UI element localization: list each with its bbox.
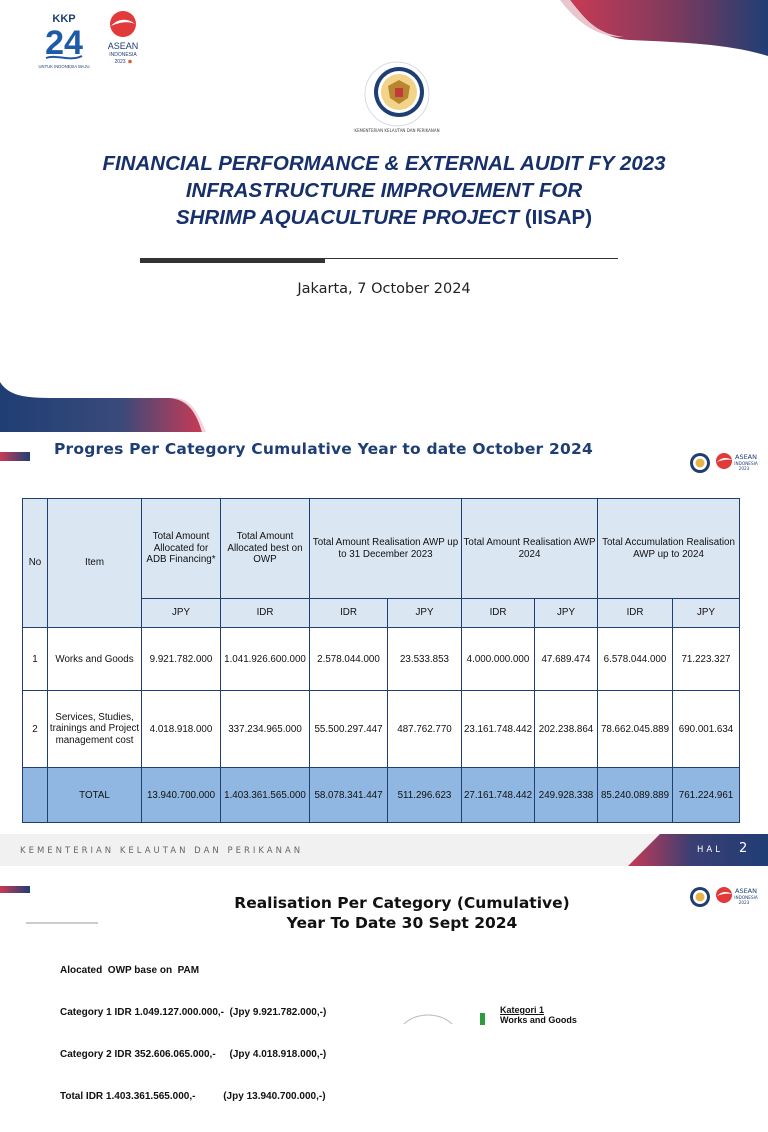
page-label: HAL	[697, 845, 723, 855]
row-item: Services, Studies, trainings and Project management cost	[48, 691, 142, 768]
total-value: 249.928.338	[535, 768, 598, 823]
svg-text:KEMENTERIAN KELAUTAN DAN PERIK: KEMENTERIAN KELAUTAN DAN PERIKANAN	[354, 128, 440, 133]
row-item: Works and Goods	[48, 628, 142, 691]
col-header-no: No	[23, 499, 48, 628]
title-divider-accent	[140, 259, 325, 263]
total-value: 27.161.748.442	[462, 768, 535, 823]
header-logos	[688, 884, 766, 910]
svg-text:2023: 2023	[738, 900, 750, 905]
svg-text:INDONESIA: INDONESIA	[734, 461, 758, 466]
title-slide	[0, 0, 768, 432]
row-number: 2	[23, 691, 48, 768]
slide-title	[200, 893, 604, 933]
progress-table	[22, 498, 740, 823]
title-line-3	[40, 204, 728, 231]
svg-text:INDONESIA: INDONESIA	[109, 52, 137, 58]
value-cell: 55.500.297.447	[310, 691, 388, 768]
col-header-adb: Total Amount Allocated for ADB Financing*	[142, 499, 221, 599]
total-spacer	[23, 768, 48, 823]
col-header-awp-2023: Total Amount Realisation AWP up to 31 December 2023	[310, 499, 462, 599]
col-header-owp: Total Amount Allocated best on OWP	[221, 499, 310, 599]
col-header-item: Item	[48, 499, 142, 628]
allocation-line: Alocated OWP base on PAM	[60, 965, 200, 976]
presentation-title	[40, 150, 728, 231]
table-header-row	[23, 499, 740, 599]
total-value: 761.224.961	[673, 768, 740, 823]
currency-cell: IDR	[598, 599, 673, 628]
svg-text:UNTUK INDONESIA MAJU: UNTUK INDONESIA MAJU	[38, 64, 90, 69]
currency-cell: JPY	[388, 599, 462, 628]
header-logos	[688, 450, 766, 476]
title-line-1: FINANCIAL PERFORMANCE & EXTERNAL AUDIT FY 2023	[102, 152, 666, 175]
table-row	[23, 691, 740, 768]
currency-cell: IDR	[462, 599, 535, 628]
title-accent-bar	[0, 886, 30, 893]
asean-indonesia-logo	[102, 10, 144, 68]
svg-text:KKP: KKP	[52, 13, 76, 25]
value-cell: 9.921.782.000	[142, 628, 221, 691]
total-value: 511.296.623	[388, 768, 462, 823]
currency-cell: JPY	[673, 599, 740, 628]
legend-subtitle: Works and Goods	[500, 1015, 577, 1025]
value-cell: 23.161.748.442	[462, 691, 535, 768]
currency-cell: JPY	[535, 599, 598, 628]
value-cell: 23.533.853	[388, 628, 462, 691]
svg-text:2023: 2023	[738, 466, 750, 471]
total-value: 85.240.089.889	[598, 768, 673, 823]
value-cell: 71.223.327	[673, 628, 740, 691]
value-cell: 487.762.770	[388, 691, 462, 768]
allocation-line: Total IDR 1.403.361.565.000,- (Jpy 13.940.700.000,-)	[60, 1091, 326, 1102]
value-cell: 202.238.864	[535, 691, 598, 768]
currency-cell: JPY	[142, 599, 221, 628]
total-row	[23, 768, 740, 823]
allocation-line: Category 2 IDR 352.606.065.000,- (Jpy 4.018.918.000,-)	[60, 1049, 327, 1060]
currency-cell: IDR	[221, 599, 310, 628]
slide-title: Progres Per Category Cumulative Year to date October 2024	[54, 440, 593, 458]
legend-title: Kategori 1	[500, 1005, 545, 1015]
title-line-2: INFRASTRUCTURE IMPROVEMENT FOR	[185, 179, 583, 202]
corner-decoration-bottom-left	[0, 376, 210, 432]
value-cell: 47.689.474	[535, 628, 598, 691]
svg-text:24: 24	[45, 24, 83, 62]
row-number: 1	[23, 628, 48, 691]
slide-title-line-1: Realisation Per Category (Cumulative)	[234, 894, 570, 912]
value-cell: 690.001.634	[673, 691, 740, 768]
value-cell: 2.578.044.000	[310, 628, 388, 691]
title-accent-bar	[0, 452, 30, 461]
page-number: 2	[739, 841, 748, 856]
value-cell: 1.041.926.600.000	[221, 628, 310, 691]
table-row	[23, 628, 740, 691]
value-cell: 78.662.045.889	[598, 691, 673, 768]
allocation-summary	[60, 936, 326, 1132]
total-value: 13.940.700.000	[142, 768, 221, 823]
value-cell: 4.018.918.000	[142, 691, 221, 768]
allocation-line: Category 1 IDR 1.049.127.000.000,- (Jpy 9.921.782.000,-)	[60, 1007, 327, 1018]
chart-outline	[400, 1012, 456, 1042]
total-value: 1.403.361.565.000	[221, 768, 310, 823]
col-header-accumulation: Total Accumulation Realisation AWP up to 2024	[598, 499, 740, 599]
currency-cell: IDR	[310, 599, 388, 628]
value-cell: 4.000.000.000	[462, 628, 535, 691]
title-line-3-italic: SHRIMP AQUACULTURE PROJECT	[175, 206, 520, 229]
category-legend	[500, 1005, 577, 1025]
progress-table-slide	[0, 432, 768, 866]
svg-text:ASEAN: ASEAN	[735, 453, 757, 461]
kkp-24-logo	[40, 10, 88, 76]
total-value: 58.078.341.447	[310, 768, 388, 823]
corner-decoration-top-right	[560, 0, 768, 56]
divider	[26, 922, 98, 924]
value-cell: 337.234.965.000	[221, 691, 310, 768]
category-1-marker	[480, 1013, 485, 1025]
total-label: TOTAL	[48, 768, 142, 823]
presentation-date: Jakarta, 7 October 2024	[297, 281, 471, 297]
realisation-slide	[0, 866, 768, 1102]
svg-text:ASEAN: ASEAN	[107, 41, 139, 51]
svg-text:2023: 2023	[114, 59, 126, 65]
col-header-awp-2024: Total Amount Realisation AWP 2024	[462, 499, 598, 599]
ministry-emblem	[352, 56, 442, 136]
footer-ministry-name: KEMENTERIAN KELAUTAN DAN PERIKANAN	[20, 846, 304, 856]
svg-text:ASEAN: ASEAN	[735, 887, 757, 895]
slide-title-line-2: Year To Date 30 Sept 2024	[286, 914, 518, 932]
svg-text:INDONESIA: INDONESIA	[734, 895, 758, 900]
value-cell: 6.578.044.000	[598, 628, 673, 691]
title-line-3-plain: (IISAP)	[519, 206, 593, 229]
